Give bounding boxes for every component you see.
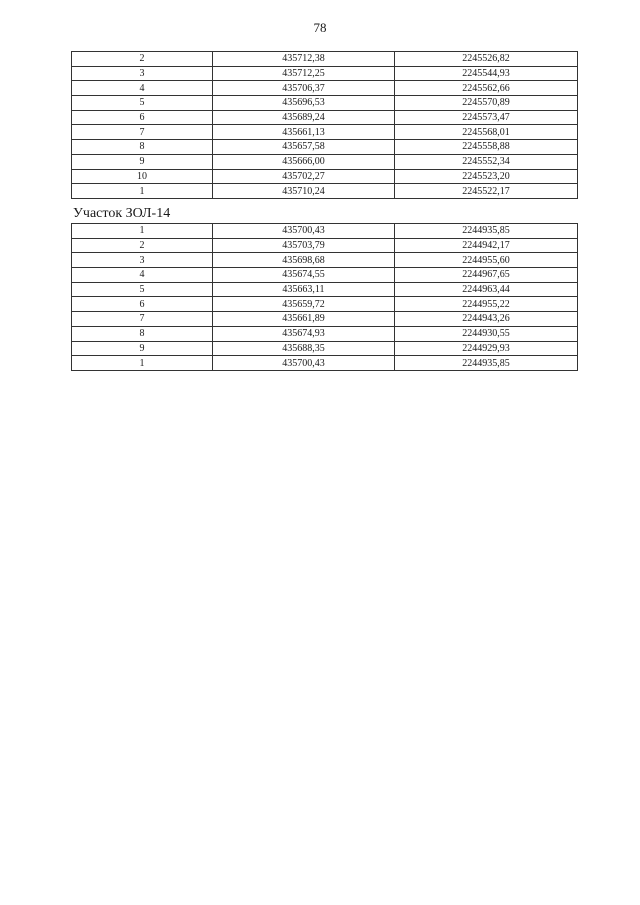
y-coordinate-cell: 2244955,22 <box>395 297 578 312</box>
table-row <box>72 96 578 111</box>
x-coordinate-cell: 435661,89 <box>213 312 395 327</box>
table-row <box>72 312 578 327</box>
y-coordinate-cell: 2244967,65 <box>395 268 578 283</box>
x-coordinate-cell: 435710,24 <box>213 184 395 199</box>
point-number-cell: 3 <box>72 66 213 81</box>
table-row <box>72 125 578 140</box>
x-coordinate-cell: 435702,27 <box>213 169 395 184</box>
point-number-cell: 5 <box>72 282 213 297</box>
table-row <box>72 253 578 268</box>
y-coordinate-cell: 2245558,88 <box>395 140 578 155</box>
point-number-cell: 5 <box>72 96 213 111</box>
x-coordinate-cell: 435703,79 <box>213 238 395 253</box>
y-coordinate-cell: 2245526,82 <box>395 52 578 67</box>
table-row <box>72 110 578 125</box>
table-row <box>72 326 578 341</box>
point-number-cell: 8 <box>72 140 213 155</box>
y-coordinate-cell: 2244943,26 <box>395 312 578 327</box>
y-coordinate-cell: 2245522,17 <box>395 184 578 199</box>
point-number-cell: 10 <box>72 169 213 184</box>
x-coordinate-cell: 435700,43 <box>213 356 395 371</box>
x-coordinate-cell: 435706,37 <box>213 81 395 96</box>
x-coordinate-cell: 435700,43 <box>213 224 395 239</box>
y-coordinate-cell: 2245544,93 <box>395 66 578 81</box>
table-row <box>72 154 578 169</box>
point-number-cell: 3 <box>72 253 213 268</box>
point-number-cell: 8 <box>72 326 213 341</box>
x-coordinate-cell: 435712,38 <box>213 52 395 67</box>
table-row <box>72 282 578 297</box>
y-coordinate-cell: 2245523,20 <box>395 169 578 184</box>
y-coordinate-cell: 2245570,89 <box>395 96 578 111</box>
point-number-cell: 6 <box>72 110 213 125</box>
x-coordinate-cell: 435698,68 <box>213 253 395 268</box>
table-row <box>72 184 578 199</box>
point-number-cell: 1 <box>72 184 213 199</box>
x-coordinate-cell: 435696,53 <box>213 96 395 111</box>
y-coordinate-cell: 2245552,34 <box>395 154 578 169</box>
point-number-cell: 1 <box>72 224 213 239</box>
table-row <box>72 238 578 253</box>
coordinates-table-1 <box>71 51 578 199</box>
x-coordinate-cell: 435689,24 <box>213 110 395 125</box>
point-number-cell: 9 <box>72 154 213 169</box>
point-number-cell: 1 <box>72 356 213 371</box>
y-coordinate-cell: 2245562,66 <box>395 81 578 96</box>
page-number: 78 <box>313 20 327 35</box>
table-row <box>72 297 578 312</box>
table-row <box>72 66 578 81</box>
point-number-cell: 9 <box>72 341 213 356</box>
table-row <box>72 81 578 96</box>
table-row <box>72 52 578 67</box>
x-coordinate-cell: 435666,00 <box>213 154 395 169</box>
point-number-cell: 4 <box>72 268 213 283</box>
y-coordinate-cell: 2244935,85 <box>395 224 578 239</box>
y-coordinate-cell: 2245573,47 <box>395 110 578 125</box>
x-coordinate-cell: 435712,25 <box>213 66 395 81</box>
table-row <box>72 268 578 283</box>
x-coordinate-cell: 435657,58 <box>213 140 395 155</box>
table-row <box>72 341 578 356</box>
point-number-cell: 6 <box>72 297 213 312</box>
x-coordinate-cell: 435659,72 <box>213 297 395 312</box>
y-coordinate-cell: 2244955,60 <box>395 253 578 268</box>
x-coordinate-cell: 435688,35 <box>213 341 395 356</box>
point-number-cell: 4 <box>72 81 213 96</box>
table-row <box>72 140 578 155</box>
point-number-cell: 7 <box>72 312 213 327</box>
point-number-cell: 2 <box>72 52 213 67</box>
table-row <box>72 169 578 184</box>
point-number-cell: 7 <box>72 125 213 140</box>
y-coordinate-cell: 2244929,93 <box>395 341 578 356</box>
y-coordinate-cell: 2245568,01 <box>395 125 578 140</box>
x-coordinate-cell: 435661,13 <box>213 125 395 140</box>
y-coordinate-cell: 2244942,17 <box>395 238 578 253</box>
coordinates-table-zol-14 <box>71 223 578 371</box>
y-coordinate-cell: 2244963,44 <box>395 282 578 297</box>
point-number-cell: 2 <box>72 238 213 253</box>
x-coordinate-cell: 435674,93 <box>213 326 395 341</box>
section-title-zol-14: Участок ЗОЛ-14 <box>73 206 171 221</box>
x-coordinate-cell: 435663,11 <box>213 282 395 297</box>
x-coordinate-cell: 435674,55 <box>213 268 395 283</box>
table-row <box>72 356 578 371</box>
y-coordinate-cell: 2244930,55 <box>395 326 578 341</box>
y-coordinate-cell: 2244935,85 <box>395 356 578 371</box>
table-row <box>72 224 578 239</box>
